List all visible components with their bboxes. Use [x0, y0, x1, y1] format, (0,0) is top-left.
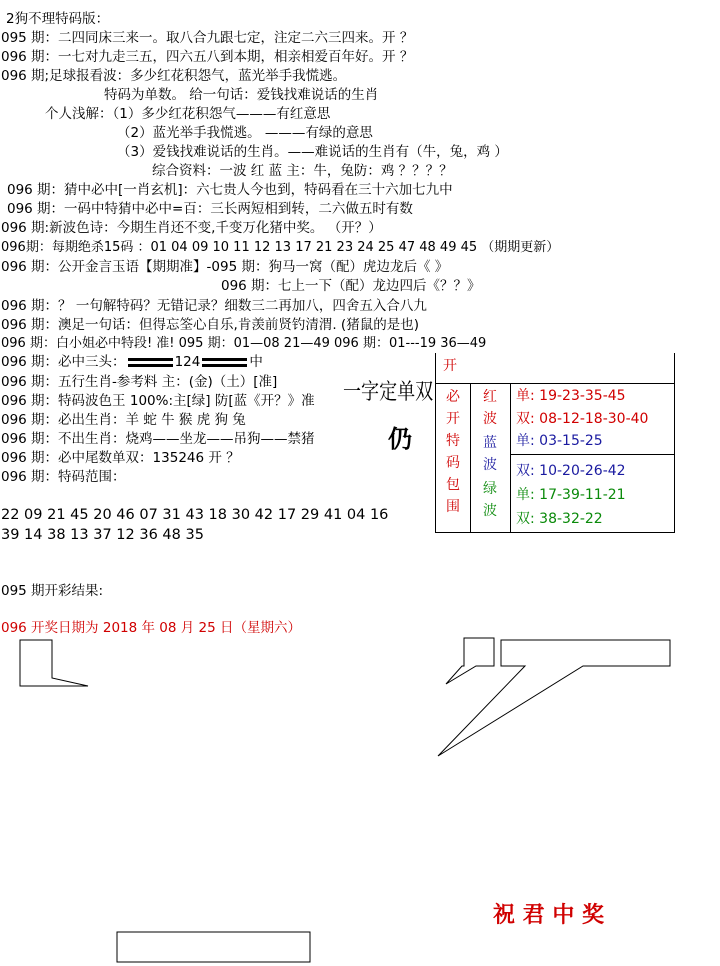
good-luck-banner: 祝 君 中 奖 [493, 902, 604, 928]
text-line: 096 期：一七对九走三五，四六五八到本期，相亲相爱百年好。开 ？ [1, 49, 414, 65]
result-label: 095 期开彩结果: [1, 583, 104, 599]
text-line: 096 期：五行生肖-参考料 主：(金)（土）[准] [1, 374, 278, 390]
row-key: 单: [516, 433, 535, 449]
number-range-line: 22 09 21 45 20 46 07 31 43 18 30 42 17 29 41 04 16 [1, 507, 389, 523]
text-segment: 124 [174, 354, 201, 370]
text-line: 096 期:新波色诗：今期生肖还不变,千变万化猪中奖。 （开？） [1, 220, 382, 236]
row-value: 10-20-26-42 [539, 463, 626, 479]
footer-empty-box [117, 932, 310, 962]
text-segment: 096 期：必中三头： [1, 354, 126, 370]
text-line: 096 期：一码中特猜中必中=百：三长两短相到转，二六做五时有数 [7, 201, 413, 217]
text-line: 096 期：特码范围： [1, 469, 126, 485]
callout-box-left [20, 640, 88, 686]
text-line: 096 期：公开金言玉语【期期准】-095 期：狗马一窝（配）虎边龙后《 》 [1, 259, 449, 275]
text-line: 096 期：白小姐必中特段! 准! 095 期：01—08 21—49 096 期：01---19 36—49 [1, 336, 487, 351]
draw-date: 096 开奖日期为 2018 年 08 月 25 日（星期六） [1, 620, 302, 636]
text-line: 095 期：二四同床三来一。取八合九跟七定，注定二六三四来。开 ？ [1, 30, 414, 46]
text-line: 096 期：必中尾数单双：135246 开 ？ [1, 450, 240, 466]
label-char: 包 [446, 477, 460, 493]
text-line: 096 期;足球报看波：多少红花积怨气，蓝光举手我慌逃。 [1, 68, 347, 84]
wave-char: 波 [483, 411, 497, 427]
text-segment: 中 [249, 354, 263, 370]
number-range-line: 39 14 38 13 37 12 36 48 35 [1, 527, 204, 543]
text-line: 096 期：不出生肖：烧鸡——坐龙——吊狗——禁猪 [1, 431, 315, 447]
row-key: 单: [516, 388, 535, 404]
label-char: 特 [446, 433, 460, 449]
text-line: （3）爱钱找难说话的生肖。——难说话的生肖有（牛，兔，鸡 ） [117, 144, 508, 160]
row-value: 17-39-11-21 [539, 487, 626, 503]
side-note: 一字定单双 [343, 380, 434, 405]
text-line: 096 期：七上一下（配）龙边四后《？？》 [221, 278, 481, 294]
text-line: 096 期：猜中必中[一肖玄机]：六七贵人今也到，特码看在三十六加七九中 [7, 182, 453, 198]
text-line: 个人浅解：（1）多少红花积怨气———有红意思 [45, 106, 331, 122]
label-char: 码 [446, 455, 460, 471]
text-line: 综合资料：一波 红 蓝 主：牛，兔防：鸡 ？？？？ [152, 163, 453, 179]
text-line: 096 期：澳足一句话：但得忘筌心自乐,肯羡前贤钓清渭. (猪鼠的是也) [1, 317, 419, 333]
wave-char: 红 [483, 389, 497, 405]
text-line: 096 期：特码波色王 100%:主[绿] 防[蓝《开？》准 [1, 393, 315, 409]
row-key: 双: [516, 411, 535, 427]
side-note-2: 仍 [388, 424, 412, 453]
text-line: （2）蓝光举手我慌逃。 ———有绿的意思 [117, 125, 373, 141]
row-value: 19-23-35-45 [539, 388, 626, 404]
wave-char: 波 [483, 503, 497, 519]
wave-char: 波 [483, 457, 497, 473]
callout-box-mid [446, 638, 494, 684]
row-key: 双: [516, 511, 535, 527]
label-char: 开 [446, 411, 460, 427]
text-line: 096 期：？ 一句解特码？无错记录？细数三二再加八，四舍五入合八九 [1, 298, 427, 314]
row-value: 08-12-18-30-40 [539, 411, 649, 427]
label-char: 围 [446, 499, 460, 515]
wave-char: 蓝 [483, 435, 497, 451]
wave-char: 绿 [483, 481, 497, 497]
text-line: 096 期：必出生肖：羊 蛇 牛 猴 虎 狗 兔 [1, 412, 246, 428]
row-value: 03-15-25 [539, 433, 603, 449]
row-value: 38-32-22 [539, 511, 603, 527]
header-label: 开 [443, 358, 457, 374]
label-char: 必 [446, 389, 460, 405]
text-line: 096期：每期绝杀15码 ：01 04 09 10 11 12 13 17 21 23 24 25 47 48 49 45 （期期更新） [1, 240, 560, 255]
row-key: 单: [516, 487, 535, 503]
text-line: 特码为单数。 给一句话：爱钱找难说话的生肖 [104, 87, 379, 103]
title: 2狗不理特码版： [6, 11, 110, 27]
row-key: 双: [516, 463, 535, 479]
